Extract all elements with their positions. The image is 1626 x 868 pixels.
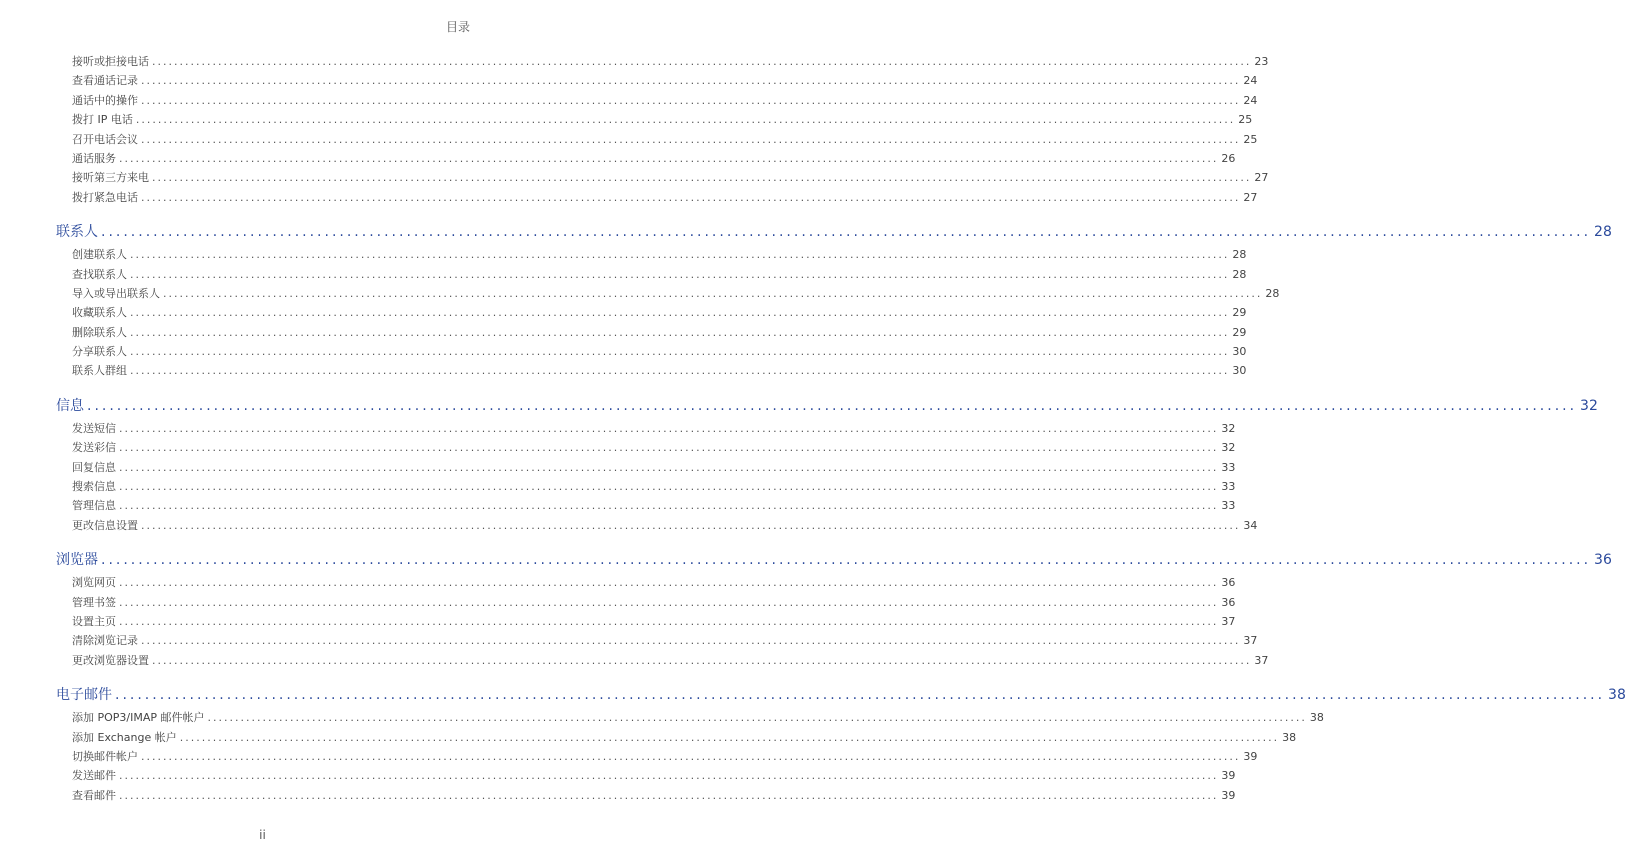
toc-entry-label: 添加 Exchange 帐户: [72, 730, 177, 744]
dot-leader: ........................................................................................................................................................................................................: [101, 224, 1592, 241]
dot-leader: ........................................................................................................................................................................................................: [101, 552, 1592, 569]
toc-entry[interactable]: [0, 149, 1236, 168]
toc-chapter-page-number: 32: [1580, 397, 1598, 414]
toc-entry[interactable]: [0, 631, 1258, 650]
toc-entry-page-number: 28: [1232, 267, 1247, 281]
toc-entry-page-number: 37: [1221, 614, 1236, 628]
toc-entry-page-number: 25: [1238, 113, 1253, 127]
toc-entry-label: 清除浏览记录: [72, 634, 138, 648]
dot-leader: ........................................................................................................................................................................................................: [207, 711, 1307, 725]
dot-leader: ........................................................................................................................................................................................................: [119, 460, 1219, 474]
toc-entry[interactable]: [0, 651, 1269, 670]
toc-chapter-label: 联系人: [56, 224, 98, 241]
toc-entry-page-number: 24: [1243, 74, 1258, 88]
dot-leader: ........................................................................................................................................................................................................: [119, 576, 1219, 590]
toc-entry-page-number: 29: [1232, 306, 1247, 320]
toc-entry[interactable]: [0, 593, 1236, 612]
toc-entry-label: 分享联系人: [72, 345, 127, 359]
dot-leader: ........................................................................................................................................................................................................: [115, 687, 1606, 704]
toc-entry-label: 管理书签: [72, 595, 116, 609]
dot-leader: ........................................................................................................................................................................................................: [119, 595, 1219, 609]
toc-entry-page-number: 39: [1221, 769, 1236, 783]
toc-entry-label: 管理信息: [72, 499, 116, 513]
toc-entry[interactable]: [0, 284, 1280, 303]
toc-entry-label: 接听第三方来电: [72, 171, 149, 185]
toc-entry-label: 通话中的操作: [72, 93, 138, 107]
toc-entry[interactable]: [0, 573, 1236, 592]
toc-entry-page-number: 39: [1243, 749, 1258, 763]
toc-chapter-page-number: 28: [1594, 224, 1612, 241]
toc-chapter-page-number: 38: [1608, 687, 1626, 704]
dot-leader: ........................................................................................................................................................................................................: [141, 190, 1241, 204]
toc-entry[interactable]: [0, 477, 1236, 496]
toc-entry-page-number: 36: [1221, 576, 1236, 590]
dot-leader: ........................................................................................................................................................................................................: [135, 113, 1236, 127]
toc-entry[interactable]: [0, 303, 1247, 322]
toc-chapter-label: 浏览器: [56, 552, 98, 569]
dot-leader: ........................................................................................................................................................................................................: [119, 614, 1219, 628]
toc-entry[interactable]: [0, 516, 1258, 535]
dot-leader: ........................................................................................................................................................................................................: [119, 769, 1219, 783]
toc-entry[interactable]: [0, 786, 1236, 805]
dot-leader: ........................................................................................................................................................................................................: [119, 788, 1219, 802]
toc-entry-label: 拨打 IP 电话: [72, 113, 133, 127]
dot-leader: ........................................................................................................................................................................................................: [119, 499, 1219, 513]
toc-entry[interactable]: [0, 168, 1269, 187]
dot-leader: ........................................................................................................................................................................................................: [163, 286, 1263, 300]
toc-entry-page-number: 23: [1254, 55, 1269, 68]
toc-entry[interactable]: [0, 612, 1236, 631]
toc-entry-label: 接听或拒接电话: [72, 55, 149, 68]
toc-entry-label: 删除联系人: [72, 325, 127, 339]
toc-entry-page-number: 30: [1232, 345, 1247, 359]
dot-leader: ........................................................................................................................................................................................................: [130, 248, 1230, 262]
toc-entry[interactable]: [0, 71, 1258, 90]
toc-entry-label: 联系人群组: [72, 364, 127, 378]
dot-leader: ........................................................................................................................................................................................................: [141, 634, 1241, 648]
toc-entry-label: 切换邮件帐户: [72, 749, 138, 763]
toc-entry-page-number: 25: [1243, 132, 1258, 146]
toc-chapter-label: 信息: [56, 397, 84, 414]
toc-chapter[interactable]: [0, 219, 1612, 245]
toc-entry-label: 更改浏览器设置: [72, 653, 149, 667]
toc-entry-page-number: 33: [1221, 499, 1236, 513]
toc-entry-label: 添加 POP3/IMAP 邮件帐户: [72, 711, 205, 725]
toc-entry-page-number: 29: [1232, 325, 1247, 339]
toc-entry[interactable]: [0, 728, 1297, 747]
toc-entry[interactable]: [0, 496, 1236, 515]
toc-entry-label: 浏览网页: [72, 576, 116, 590]
dot-leader: ........................................................................................................................................................................................................: [152, 171, 1252, 185]
toc-entry-label: 发送邮件: [72, 769, 116, 783]
toc-entry-page-number: 39: [1221, 788, 1236, 802]
toc-entry-label: 创建联系人: [72, 248, 127, 262]
toc-entry-page-number: 38: [1282, 730, 1297, 744]
dot-leader: ........................................................................................................................................................................................................: [141, 93, 1241, 107]
toc-entry-page-number: 27: [1243, 190, 1258, 204]
toc-entry-label: 回复信息: [72, 460, 116, 474]
dot-leader: ........................................................................................................................................................................................................: [119, 421, 1219, 435]
toc-entry[interactable]: [0, 342, 1247, 361]
dot-leader: ........................................................................................................................................................................................................: [119, 441, 1219, 455]
toc-entry-page-number: 30: [1232, 364, 1247, 378]
toc-entry[interactable]: [0, 361, 1247, 380]
dot-leader: ........................................................................................................................................................................................................: [130, 267, 1230, 281]
toc-entry-page-number: 37: [1254, 653, 1269, 667]
toc-entry[interactable]: [0, 458, 1236, 477]
toc-entry[interactable]: [0, 419, 1236, 438]
dot-leader: ........................................................................................................................................................................................................: [152, 55, 1252, 68]
toc-entry[interactable]: [0, 245, 1247, 264]
toc-entry-page-number: 28: [1232, 248, 1247, 262]
dot-leader: ........................................................................................................................................................................................................: [141, 74, 1241, 88]
page-number: ii: [259, 828, 266, 842]
toc-entry-page-number: 37: [1243, 634, 1258, 648]
toc-entry-label: 搜索信息: [72, 480, 116, 494]
toc-entry-label: 查看通话记录: [72, 74, 138, 88]
toc-entry[interactable]: [0, 265, 1247, 284]
dot-leader: ........................................................................................................................................................................................................: [119, 480, 1219, 494]
dot-leader: ........................................................................................................................................................................................................: [141, 518, 1241, 532]
toc-entry[interactable]: [0, 52, 1269, 71]
dot-leader: ........................................................................................................................................................................................................: [141, 132, 1241, 146]
toc-entry-label: 设置主页: [72, 614, 116, 628]
dot-leader: ........................................................................................................................................................................................................: [179, 730, 1280, 744]
toc-entry[interactable]: [0, 130, 1258, 149]
toc-chapter-label: 电子邮件: [56, 687, 112, 704]
toc-entry-page-number: 36: [1221, 595, 1236, 609]
toc-entry-page-number: 34: [1243, 518, 1258, 532]
toc-entry-page-number: 38: [1309, 711, 1324, 725]
toc-entry-label: 收藏联系人: [72, 306, 127, 320]
toc-entry-page-number: 28: [1265, 286, 1280, 300]
dot-leader: ........................................................................................................................................................................................................: [119, 151, 1219, 165]
toc-entry-label: 通话服务: [72, 151, 116, 165]
toc-entry[interactable]: [0, 188, 1258, 207]
running-header: 目录: [445, 20, 470, 34]
toc-entry-page-number: 24: [1243, 93, 1258, 107]
toc-chapter[interactable]: [0, 682, 1626, 708]
toc-entry[interactable]: [0, 766, 1236, 785]
table-of-contents: [0, 52, 1626, 805]
toc-entry[interactable]: [0, 91, 1258, 110]
dot-leader: ........................................................................................................................................................................................................: [87, 397, 1578, 414]
toc-entry-label: 发送彩信: [72, 441, 116, 455]
toc-entry-page-number: 33: [1221, 460, 1236, 474]
dot-leader: ........................................................................................................................................................................................................: [130, 364, 1230, 378]
toc-chapter[interactable]: [0, 393, 1598, 419]
toc-entry-page-number: 32: [1221, 441, 1236, 455]
dot-leader: ........................................................................................................................................................................................................: [152, 653, 1252, 667]
toc-entry[interactable]: [0, 708, 1324, 727]
toc-entry[interactable]: [0, 438, 1236, 457]
toc-entry-page-number: 27: [1254, 171, 1269, 185]
toc-entry[interactable]: [0, 747, 1258, 766]
toc-entry-label: 查看邮件: [72, 788, 116, 802]
toc-entry-label: 导入或导出联系人: [72, 286, 160, 300]
dot-leader: ........................................................................................................................................................................................................: [130, 325, 1230, 339]
toc-entry[interactable]: [0, 323, 1247, 342]
toc-entry-label: 拨打紧急电话: [72, 190, 138, 204]
dot-leader: ........................................................................................................................................................................................................: [141, 749, 1241, 763]
toc-entry-label: 召开电话会议: [72, 132, 138, 146]
toc-chapter[interactable]: [0, 547, 1612, 573]
toc-entry-label: 更改信息设置: [72, 518, 138, 532]
toc-entry-label: 查找联系人: [72, 267, 127, 281]
toc-entry-page-number: 26: [1221, 151, 1236, 165]
toc-entry-page-number: 33: [1221, 480, 1236, 494]
toc-entry[interactable]: [0, 110, 1253, 129]
dot-leader: ........................................................................................................................................................................................................: [130, 306, 1230, 320]
toc-entry-page-number: 32: [1221, 421, 1236, 435]
toc-entry-label: 发送短信: [72, 421, 116, 435]
dot-leader: ........................................................................................................................................................................................................: [130, 345, 1230, 359]
toc-chapter-page-number: 36: [1594, 552, 1612, 569]
